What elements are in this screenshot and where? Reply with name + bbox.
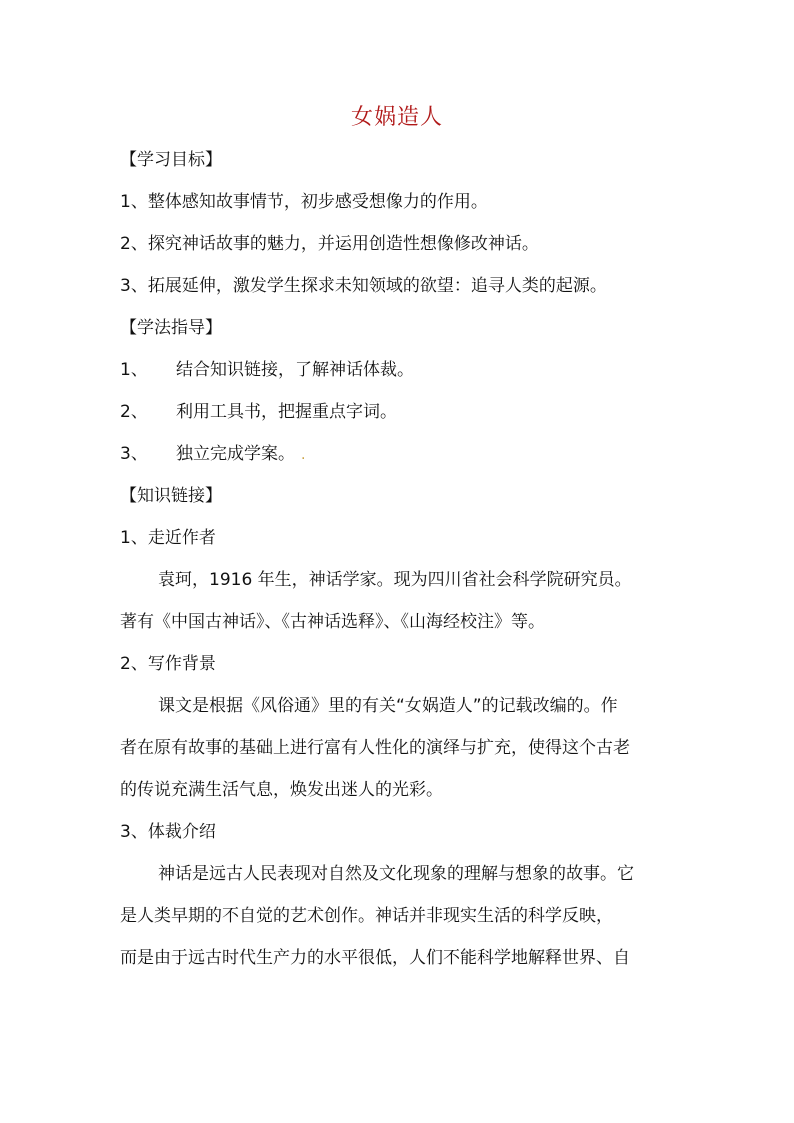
background-paragraph-line-1: 课文是根据《风俗通》里的有关“女娲造人”的记载改编的。作: [158, 696, 618, 716]
background-paragraph-line-2: 者在原有故事的基础上进行富有人性化的演绎与扩充，使得这个古老: [120, 738, 630, 758]
method-item-3: [120, 442, 305, 467]
background-heading: 2、写作背景: [120, 654, 216, 674]
genre-paragraph-line-2: 是人类早期的不自觉的艺术创作。神话并非现实生活的科学反映，: [120, 906, 613, 926]
method-item-text: 独立完成学案。: [176, 444, 295, 464]
method-item-number: 2、: [120, 402, 148, 422]
objective-item-3: 3、拓展延伸，激发学生探求未知领域的欲望：追寻人类的起源。: [120, 276, 607, 296]
objective-item-1: 1、整体感知故事情节，初步感受想像力的作用。: [120, 192, 488, 212]
genre-heading: 3、体裁介绍: [120, 822, 216, 842]
method-item-number: 1、: [120, 360, 148, 380]
author-paragraph-line-1: 袁珂，1916 年生，神话学家。现为四川省社会科学院研究员。: [158, 570, 632, 590]
genre-paragraph-line-1: 神话是远古人民表现对自然及文化现象的理解与想象的故事。它: [158, 864, 634, 884]
author-heading: 1、走近作者: [120, 528, 216, 548]
background-paragraph-line-3: 的传说充满生活气息，焕发出迷人的光彩。: [120, 780, 443, 800]
knowledge-heading: 【知识链接】: [120, 486, 222, 506]
method-item-text: 利用工具书，把握重点字词。: [176, 402, 397, 422]
author-paragraph-line-2: 著有《中国古神话》、《古神话选释》、《山海经校注》等。: [120, 612, 545, 632]
document-title: 女娲造人: [350, 105, 443, 130]
method-item-number: 3、: [120, 444, 148, 464]
objectives-heading: 【学习目标】: [120, 150, 222, 170]
genre-paragraph-line-3: 而是由于远古时代生产力的水平很低，人们不能科学地解释世界、自: [120, 948, 630, 968]
method-item-text: 结合知识链接，了解神话体裁。: [176, 360, 414, 380]
stray-mark: .: [301, 447, 306, 463]
method-item-2: [120, 400, 397, 424]
methods-heading: 【学法指导】: [120, 318, 222, 338]
method-item-1: [120, 358, 414, 382]
objective-item-2: 2、探究神话故事的魅力，并运用创造性想像修改神话。: [120, 234, 539, 254]
